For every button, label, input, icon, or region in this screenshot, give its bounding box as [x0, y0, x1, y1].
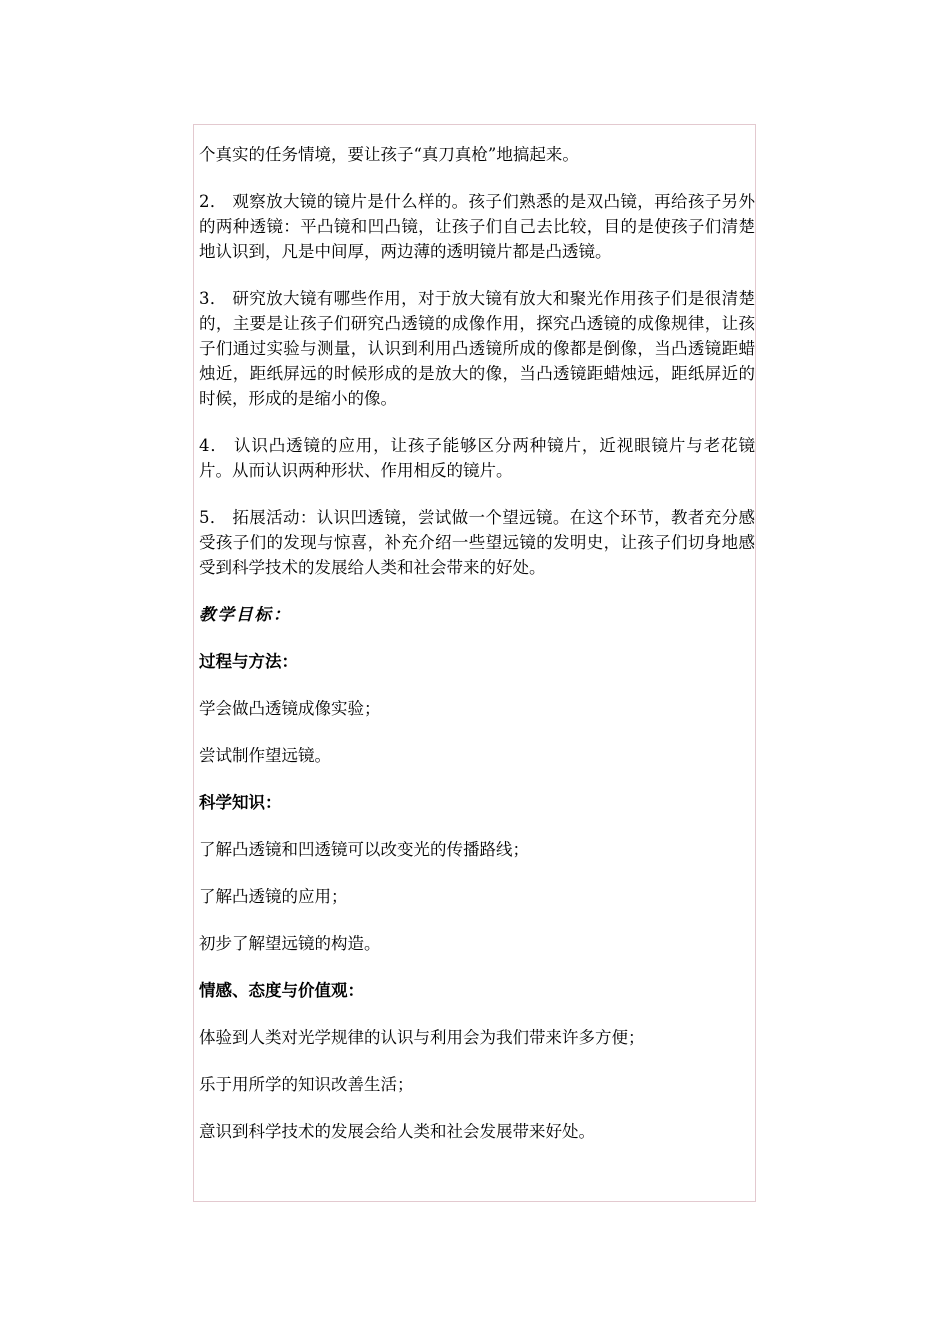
process-item: 学会做凸透镜成像实验； — [199, 699, 381, 718]
teaching-goals-title: 教学目标： — [199, 605, 292, 624]
paragraph-step-2: 2． 观察放大镜的镜片是什么样的。孩子们熟悉的是双凸镜，再给孩子另外的两种透镜：平凸镜和凹凸镜，让孩子们自己去比较，目的是使孩子们清楚地认识到，凡是中间厚，两边薄的透明镜片都是凸透镜。 — [199, 192, 755, 261]
science-knowledge-heading: 科学知识： — [199, 793, 282, 812]
paragraph-step-4: 4． 认识凸透镜的应用，让孩子能够区分两种镜片，近视眼镜片与老花镜片。从而认识两种形状、作用相反的镜片。 — [199, 436, 755, 480]
attitude-item: 意识到科学技术的发展会给人类和社会发展带来好处。 — [199, 1122, 595, 1141]
paragraph-intro: 个真实的任务情境，要让孩子“真刀真枪”地搞起来。 — [199, 145, 579, 164]
attitude-values-heading: 情感、态度与价值观： — [199, 981, 364, 1000]
attitude-item: 体验到人类对光学规律的认识与利用会为我们带来许多方便； — [199, 1028, 645, 1047]
paragraph-step-5: 5． 拓展活动：认识凹透镜，尝试做一个望远镜。在这个环节，教者充分感受孩子们的发现与惊喜，补充介绍一些望远镜的发明史，让孩子们切身地感受到科学技术的发展给人类和社会带来的好处。 — [199, 508, 755, 577]
knowledge-item: 了解凸透镜和凹透镜可以改变光的传播路线； — [199, 840, 529, 859]
attitude-item: 乐于用所学的知识改善生活； — [199, 1075, 414, 1094]
paragraph-step-3: 3． 研究放大镜有哪些作用，对于放大镜有放大和聚光作用孩子们是很清楚的，主要是让孩子们研究凸透镜的成像作用，探究凸透镜的成像规律，让孩子们通过实验与测量，认识到利用凸透镜所成的像都是倒像，当凸透镜距蜡烛近，距纸屏远的时候形成的是放大的像，当凸透镜距蜡烛远，距纸屏近的时候，形成的是缩小的像。 — [199, 289, 755, 408]
knowledge-item: 初步了解望远镜的构造。 — [199, 934, 381, 953]
knowledge-item: 了解凸透镜的应用； — [199, 887, 348, 906]
process-item: 尝试制作望远镜。 — [199, 746, 331, 765]
document-body — [199, 142, 755, 1166]
process-method-heading: 过程与方法： — [199, 652, 298, 671]
